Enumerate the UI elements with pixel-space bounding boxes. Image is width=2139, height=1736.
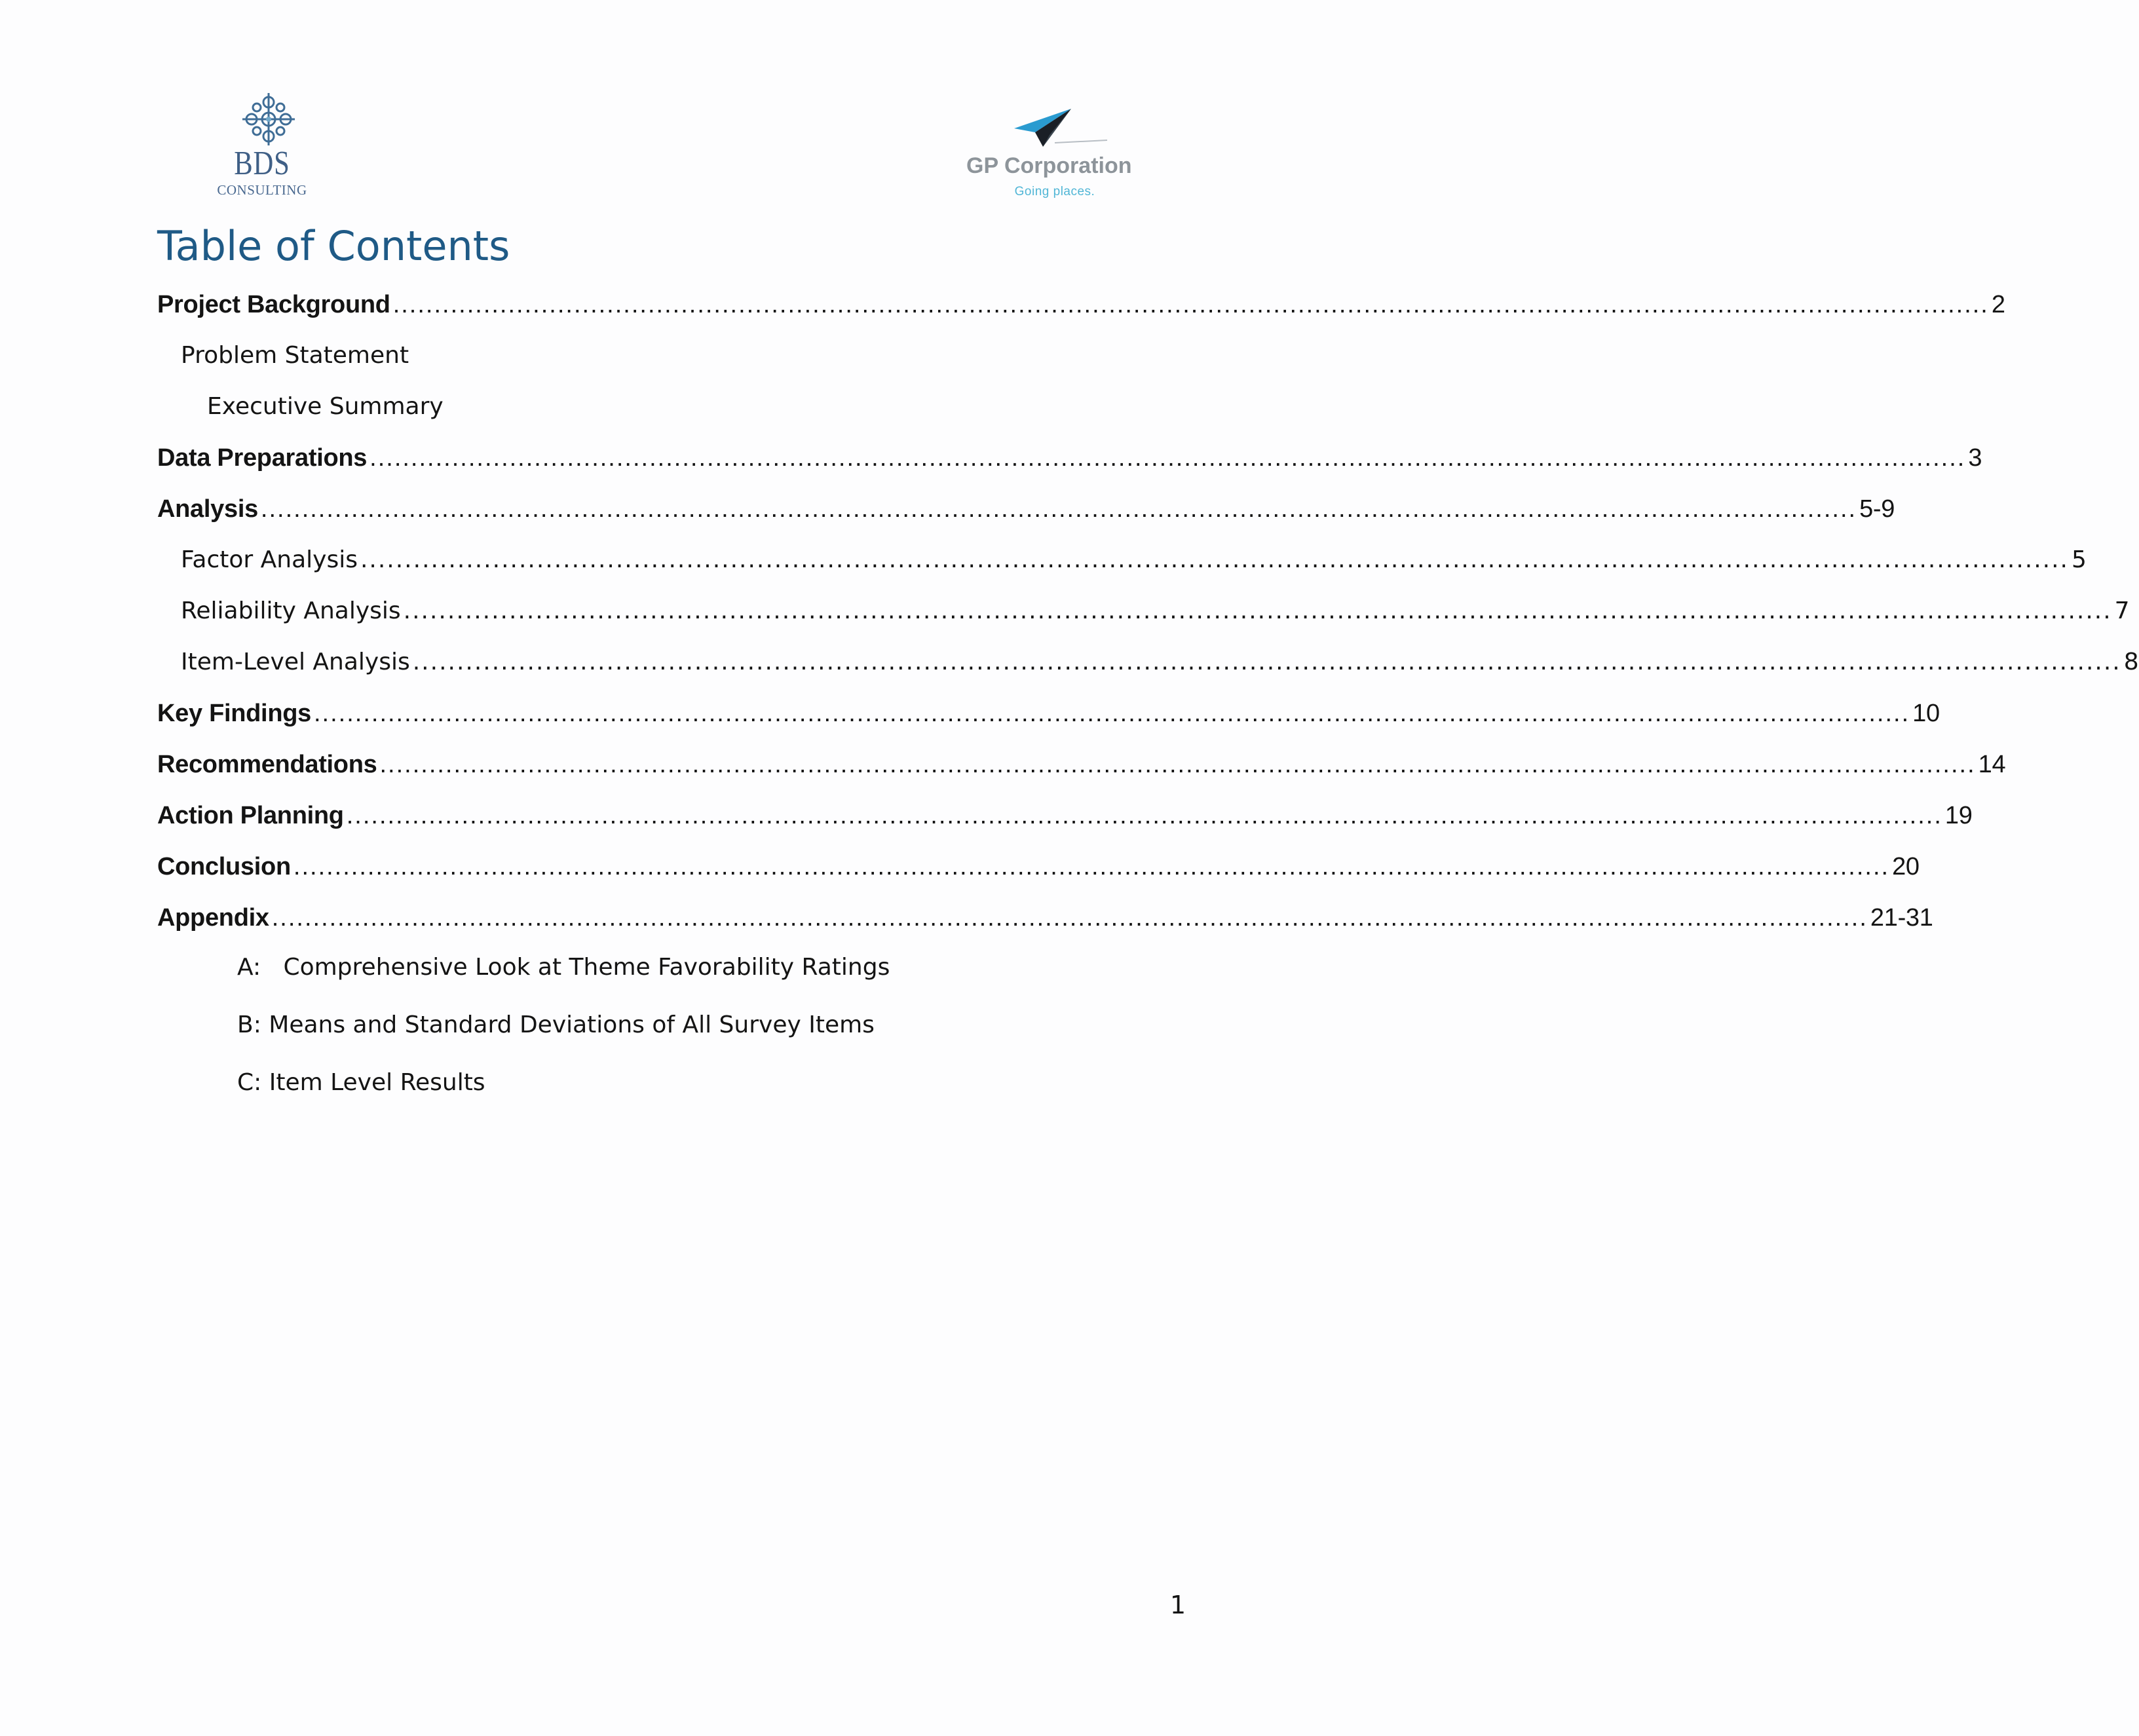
toc-page-number: 8 (2123, 649, 2139, 675)
toc-page-number: 5 (2071, 546, 2087, 573)
toc-page-number: 20 (1892, 853, 1920, 880)
bds-logo-subtitle: CONSULTING (217, 182, 307, 198)
dot-leader: .................................................................................................................................................................................................. (360, 546, 2069, 573)
toc-entry-data-preparations[interactable] (157, 442, 1982, 474)
toc-entry-label: Project Background (157, 291, 390, 318)
bds-logo-name: BDS (234, 145, 290, 182)
toc-page-number: 5-9 (1859, 495, 1895, 523)
toc-entry-label: Key Findings (157, 700, 311, 727)
toc-entry-executive-summary[interactable]: Executive Summary (207, 393, 444, 420)
toc-entry-factor-analysis[interactable] (181, 544, 2087, 576)
dot-leader: .................................................................................................................................................................................................. (313, 700, 1910, 727)
toc-entry-label: Recommendations (157, 751, 377, 778)
toc-entry-reliability-analysis[interactable] (181, 595, 2130, 628)
toc-entry-label: Conclusion (157, 853, 291, 880)
toc-page-number: 14 (1978, 751, 2006, 778)
toc-entry-conclusion[interactable] (157, 850, 1920, 883)
page-number: 1 (1169, 1591, 1186, 1619)
toc-entry-problem-statement[interactable]: Problem Statement (181, 342, 409, 369)
dot-leader: .................................................................................................................................................................................................. (392, 291, 1989, 318)
toc-entry-label: Action Planning (157, 802, 344, 829)
toc-page-number: 19 (1944, 802, 1973, 829)
toc-entry-key-findings[interactable] (157, 697, 1940, 730)
dot-leader: .................................................................................................................................................................................................. (346, 802, 1942, 829)
dot-leader: .................................................................................................................................................................................................. (403, 597, 2112, 624)
toc-entry-appendix-b[interactable]: B: Means and Standard Deviations of All Survey Items (237, 1011, 875, 1038)
dot-leader: .................................................................................................................................................................................................. (379, 751, 1976, 778)
gp-logo-tagline: Going places. (1014, 185, 1095, 198)
toc-entry-label: Item-Level Analysis (181, 649, 410, 675)
toc-entry-label: Appendix (157, 904, 269, 932)
bds-consulting-logo (164, 92, 347, 203)
dot-leader: .................................................................................................................................................................................................. (412, 649, 2121, 675)
toc-entry-label: Reliability Analysis (181, 597, 401, 624)
toc-page-number: 21-31 (1870, 904, 1933, 932)
toc-entry-appendix[interactable] (157, 901, 1933, 934)
toc-entry-label: Factor Analysis (181, 546, 358, 573)
dot-leader: .................................................................................................................................................................................................. (271, 904, 1868, 932)
ornament-emblem-icon (241, 92, 296, 147)
toc-entry-project-background[interactable] (157, 288, 2005, 321)
toc-entry-action-planning[interactable] (157, 799, 1973, 832)
toc-entry-label: Analysis (157, 495, 258, 523)
gp-corporation-logo (956, 104, 1153, 202)
toc-entry-appendix-c[interactable]: C: Item Level Results (237, 1069, 485, 1096)
toc-page-number: 3 (1968, 444, 1982, 472)
dot-leader: .................................................................................................................................................................................................. (369, 444, 1966, 472)
dot-leader: .................................................................................................................................................................................................. (260, 495, 1857, 523)
toc-entry-label: Data Preparations (157, 444, 368, 472)
toc-entry-recommendations[interactable] (157, 748, 2006, 781)
gp-logo-name: GP Corporation (966, 153, 1132, 178)
toc-page-number: 7 (2114, 597, 2130, 624)
toc-entry-appendix-a[interactable]: A: Comprehensive Look at Theme Favorability Ratings (237, 954, 890, 981)
toc-title: Table of Contents (157, 222, 510, 270)
toc-entry-item-level-analysis[interactable] (181, 646, 2139, 679)
toc-page-number: 2 (1991, 291, 2005, 318)
dot-leader: .................................................................................................................................................................................................. (293, 853, 1890, 880)
paper-plane-icon (1009, 104, 1114, 156)
toc-page-number: 10 (1912, 700, 1940, 727)
toc-entry-analysis[interactable] (157, 493, 1895, 525)
